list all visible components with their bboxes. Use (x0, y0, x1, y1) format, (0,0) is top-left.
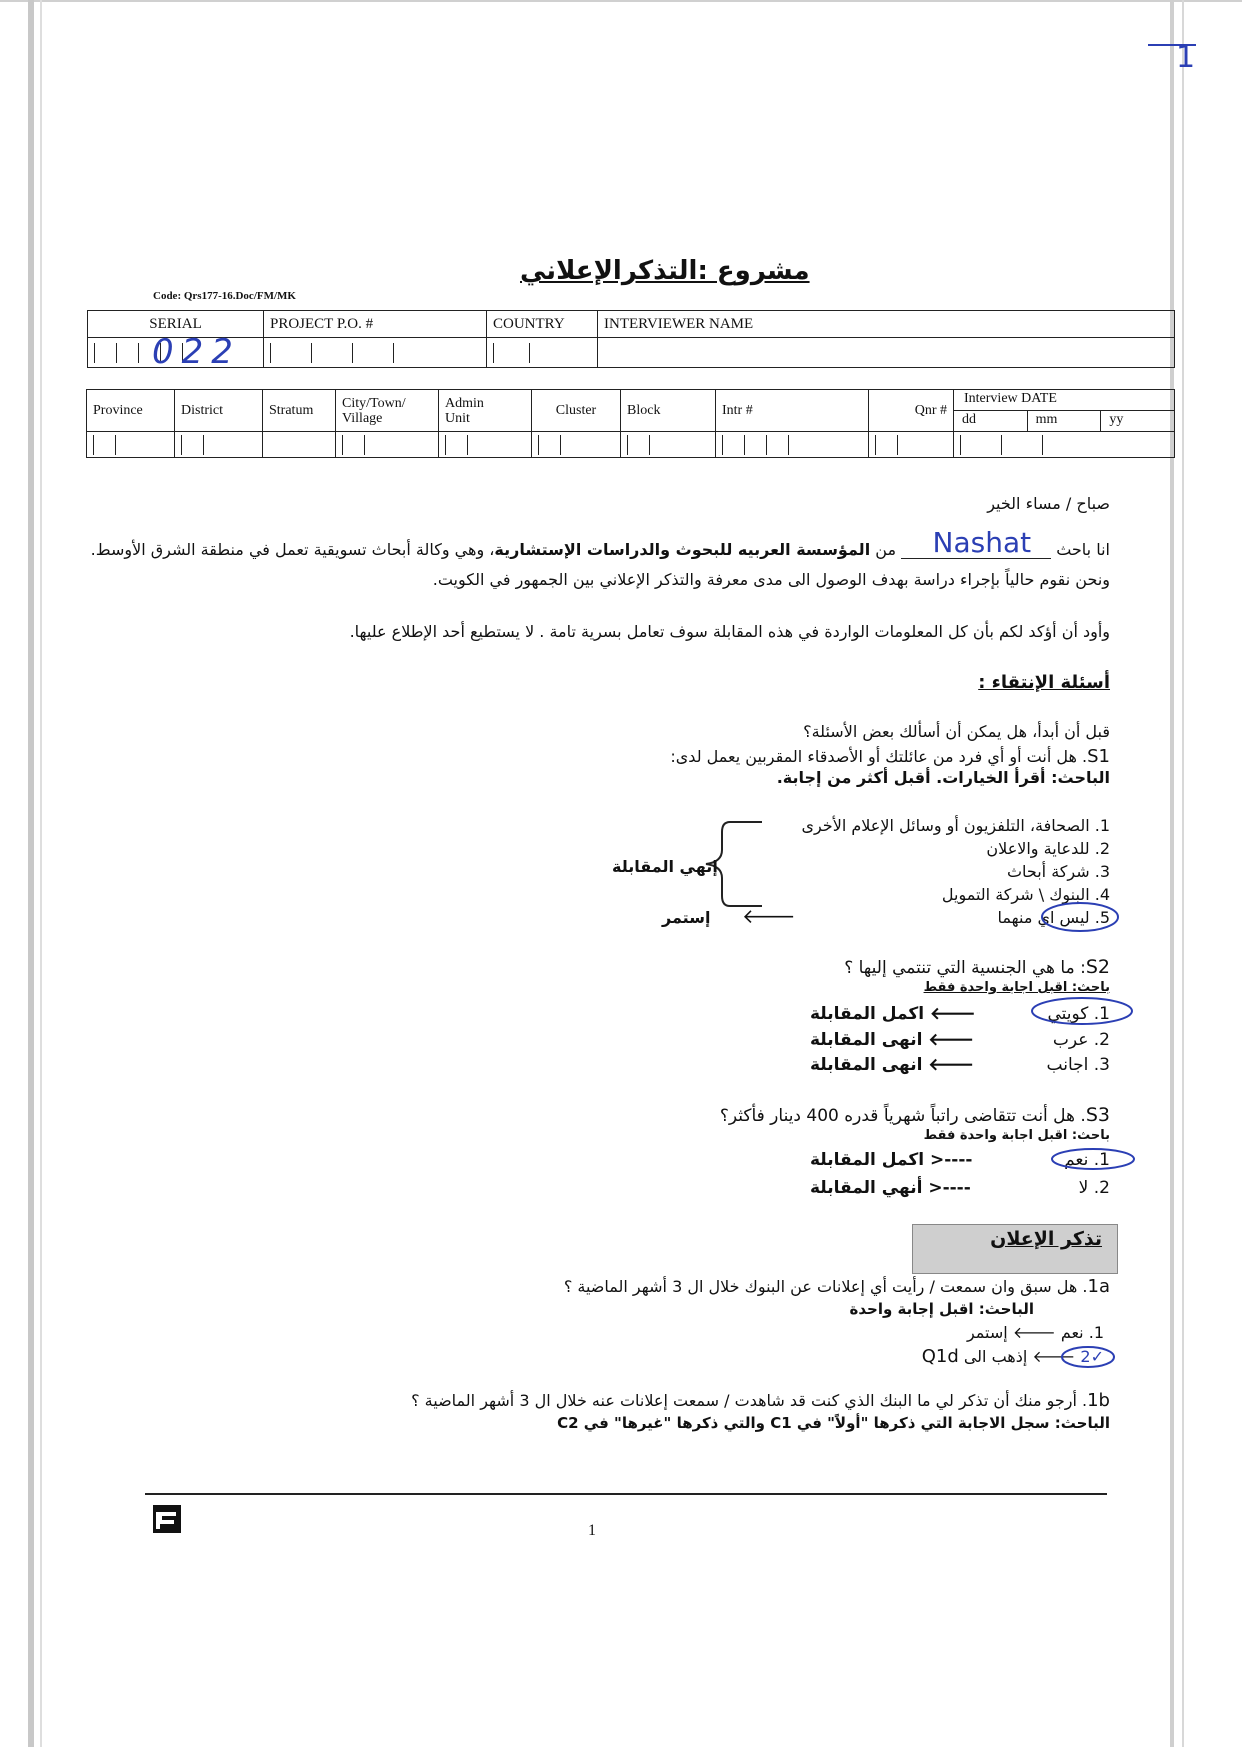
screening-heading: أسئلة الإنتقاء : (978, 672, 1110, 693)
document-code: Code: Qrs177-16.Doc/FM/MK (153, 290, 296, 302)
city-label: City/Town/ Village (336, 390, 439, 432)
s1-instruction: الباحث: أقرأ الخيارات. أقبل أكثر من إجابة. (776, 768, 1110, 787)
s2-arrow-icon: 🡐 (928, 1030, 974, 1050)
admin-unit-cells[interactable] (439, 432, 532, 458)
header-table (87, 310, 1175, 368)
s2-instruction: باحث: اقبل اجابة واحدة فقط (923, 980, 1110, 995)
organization-name: المؤسسة العربيه للبحوث والدراسات الإستشارية (494, 540, 871, 559)
q1a-arrow-icon: 🡐 (1012, 1323, 1056, 1342)
province-cells[interactable] (87, 432, 175, 458)
interview-date-label: Interview DATE (954, 390, 1174, 411)
interviewer-name-field[interactable] (901, 526, 1051, 559)
interviewer-label: INTERVIEWER NAME (598, 311, 1175, 338)
q1a-option-2[interactable]: ✓2 🡐 إذهب الى Q1d (921, 1346, 1104, 1367)
s1-option-2[interactable]: 2. للدعاية والاعلان (986, 839, 1110, 858)
intro-line-2: ونحن نقوم حالياً بإجراء دراسة بهدف الوصول الى مدى معرفة والتذكر الإعلاني بين الجمهور في الكويت. (432, 570, 1110, 589)
s1-option-1[interactable]: 1. الصحافة، التلفزيون أو وسائل الإعلام الأخرى (801, 816, 1110, 835)
s1-option-4[interactable]: 4. البنوك \ شركة التمويل (941, 885, 1110, 904)
interviewer-name-handwritten: Nashat (932, 526, 1032, 559)
page-number: 1 (588, 1522, 596, 1539)
s1-option-3[interactable]: 3. شركة أبحاث (1006, 862, 1110, 881)
stratum-label: Stratum (263, 390, 336, 432)
ad-recall-heading: تذكر الإعلان (990, 1228, 1102, 1250)
district-cells[interactable] (175, 432, 263, 458)
interview-date-cell (954, 390, 1175, 432)
q1b-instruction: الباحث: سجل الاجابة التي ذكرها "أولاً" في C1 والتي ذكرها "غيرها" في C2 (557, 1414, 1110, 1432)
project-cells[interactable] (264, 338, 487, 368)
intro-line-1: انا باحث Nashat من المؤسسة العربيه للبحوث والدراسات الإستشارية، وهي وكالة أبحاث تسويقية تعمل في منطقة الشرق الأوسط. (90, 526, 1110, 559)
interviewer-field[interactable] (598, 338, 1175, 368)
s3-option-1-circle (1050, 1146, 1136, 1172)
s2-option-1[interactable]: 1. كويتي 🡐 اكمل المقابلة (810, 1004, 1110, 1024)
district-label: District (175, 390, 263, 432)
cluster-label: Cluster (532, 390, 621, 432)
s1-end-interview: إنهي المقابلة (612, 857, 718, 876)
scan-left-edge-inner (40, 0, 42, 1747)
city-cells[interactable] (336, 432, 439, 458)
serial-handwritten: 022 (152, 332, 241, 372)
s2-option-2[interactable]: 2. عرب 🡐 انهى المقابلة (810, 1030, 1110, 1050)
q1a-option-1[interactable]: 1. نعم 🡐 إستمر (966, 1323, 1104, 1342)
province-label: Province (87, 390, 175, 432)
qnr-cells[interactable] (869, 432, 954, 458)
s2-question: S2: ما هي الجنسية التي تنتمي إليها ؟ (844, 956, 1110, 978)
cluster-cells[interactable] (532, 432, 621, 458)
s1-option-5-circle (1040, 900, 1122, 934)
sample-table (86, 389, 1175, 458)
company-logo-icon (150, 1502, 184, 1536)
intr-cells[interactable] (716, 432, 869, 458)
s1-continue: إستمر (662, 908, 711, 927)
block-cells[interactable] (621, 432, 716, 458)
footer-rule (145, 1493, 1107, 1495)
q1a-option-2-check: ✓2 (1080, 1347, 1104, 1366)
dd-label: dd (954, 411, 1028, 431)
s3-option-1[interactable]: 1. نعم ----< اكمل المقابلة (810, 1150, 1110, 1170)
intro-line-3: وأود أن أؤكد لكم بأن كل المعلومات الواردة في هذه المقابلة سوف تعامل بسرية تامة . لا يستطيع أحد الإطلاع عليها. (349, 622, 1110, 641)
s1-arrow-icon: 🡐 (742, 904, 796, 928)
s1-option-5[interactable]: 5. ليس اي منهما (997, 908, 1110, 927)
country-cells[interactable] (487, 338, 598, 368)
q1a-arrow-icon: 🡐 (1032, 1347, 1076, 1366)
screening-intro: قبل أن أبدأ، هل يمكن أن أسألك بعض الأسئلة؟ (803, 722, 1110, 741)
intr-label: Intr # (716, 390, 869, 432)
s2-arrow-icon: 🡐 (928, 1055, 974, 1075)
mm-label: mm (1028, 411, 1102, 431)
s3-option-2[interactable]: 2. لا ----< أنهي المقابلة (810, 1178, 1110, 1198)
s2-arrow-icon: 🡐 (929, 1004, 976, 1024)
s3-question: S3. هل أنت تتقاضى راتباً شهرياً قدره 400 دينار فأكثر؟ (719, 1104, 1110, 1126)
date-cells[interactable] (954, 432, 1175, 458)
scan-top-edge (0, 0, 1242, 2)
s3-instruction: باحث: اقبل اجابة واحدة فقط (923, 1128, 1110, 1143)
qnr-label: Qnr # (869, 390, 954, 432)
q1a-instruction: الباحث: اقبل إجابة واحدة (849, 1300, 1034, 1318)
yy-label: yy (1109, 412, 1124, 427)
scan-right-edge (1170, 0, 1174, 1747)
scan-right-edge-inner (1182, 0, 1184, 1747)
greeting: صباح / مساء الخير (987, 494, 1110, 513)
block-label: Block (621, 390, 716, 432)
stratum-cells[interactable] (263, 432, 336, 458)
scan-left-edge (28, 0, 34, 1747)
admin-unit-label: Admin Unit (439, 390, 532, 432)
q1a-option-2-circle (1060, 1344, 1116, 1370)
project-label: PROJECT P.O. # (264, 311, 487, 338)
s2-option-3[interactable]: 3. اجانب 🡐 انهى المقابلة (810, 1055, 1110, 1075)
s1-question: S1. هل أنت أو أي فرد من عائلتك أو الأصدقاء المقربين يعمل لدى: (670, 746, 1110, 767)
q1b-question: 1b. أرجو منك أن تذكر لي ما البنك الذي كنت قد شاهدت / سمعت إعلانات عنه خلال ال 3 أشهر الماضية ؟ (411, 1390, 1110, 1411)
country-label: COUNTRY (487, 311, 598, 338)
page-mark: 1 (1176, 40, 1196, 75)
s2-option-1-circle (1030, 994, 1134, 1028)
document-title: مشروع :التذكرالإعلاني (520, 256, 810, 286)
serial-label: SERIAL (88, 311, 264, 338)
q1a-question: 1a. هل سبق وان سمعت / رأيت أي إعلانات عن البنوك خلال ال 3 أشهر الماضية ؟ (563, 1276, 1110, 1297)
